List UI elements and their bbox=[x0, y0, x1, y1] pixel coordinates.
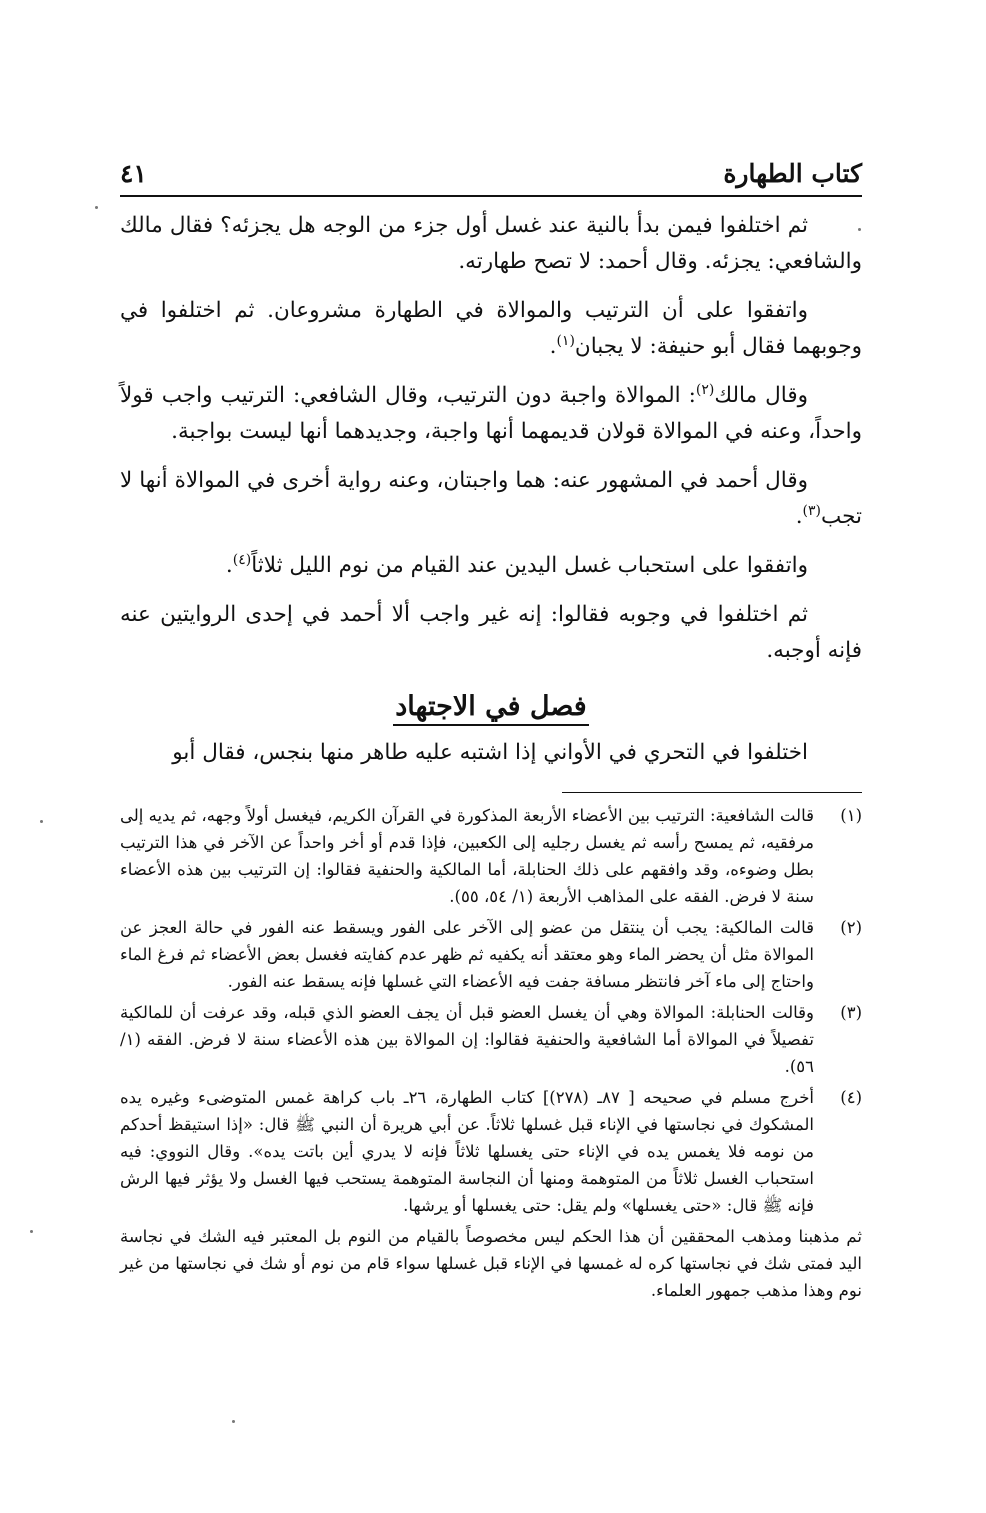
paragraph-text: واتفقوا على أن الترتيب والموالاة في الطهارة مشروعان. ثم اختلفوا في وجوبهما فقال أبو حنيفة: لا يجبان bbox=[120, 298, 862, 359]
scan-speck bbox=[232, 1420, 235, 1423]
scan-speck bbox=[30, 1230, 33, 1233]
paragraph-text: وقال مالك bbox=[714, 383, 808, 408]
header-rule bbox=[120, 195, 862, 197]
footnote-text: أخرج مسلم في صحيحه [ ٨٧ـ (٢٧٨)] كتاب الطهارة، ٢٦ـ باب كراهة غمس المتوضىء وغيره يده المشكوك في نجاستها في الإناء قبل غسلها ثلاثاً. عن أبي هريرة أن النبي ﷺ قال: «إذا استيقظ أحدكم من نومه فلا يغمس يده في الإناء حتى يغسلها ثلاثاً فإنه لا يدري أين باتت يده». وقال النووي: فيه استحباب الغسل ثلاثاً من المتوهمة ومنها أن النجاسة المتوهمة يستحب فيها الغسل ولا يؤثر فيها الرش فإنه ﷺ قال: «حتى يغسلها» ولم يقل: حتى يغسلها أو يرشها. bbox=[120, 1088, 814, 1215]
footnote-ref-1[interactable]: (١) bbox=[556, 332, 575, 349]
footnote-text: قالت المالكية: يجب أن ينتقل من عضو إلى الآخر على الفور ويسقط عنه الفور في حالة العجز عن الموالاة مثل أن يحضر الماء وهو معتقد أنه يكفيه ثم ظهر عدم كفايته فغسل بعض الأعضاء ثم فرغ الماء واحتاج إلى ماء آخر فانتظر مسافة جفت فيه الأعضاء التي غسلها فإنه يسقط عنه الفور. bbox=[120, 918, 814, 991]
footnote-number: (٣) bbox=[840, 1003, 862, 1022]
footnote-2 bbox=[120, 914, 862, 995]
paragraph: وقال أحمد في المشهور عنه: هما واجبتان، وعنه رواية أخرى في الموالاة أنها لا تجب$^{(٣)}$. bbox=[120, 468, 862, 529]
scan-speck bbox=[858, 228, 861, 231]
paragraph-text: : الموالاة واجبة دون الترتيب، وقال الشافعي: الترتيب واجب قولاً واحداً، وعنه في الموالاة قولان قديمهما أنها واجبة، وجديدهما أنها ليست بواجبة. bbox=[120, 383, 862, 444]
paragraph: واتفقوا على استحباب غسل اليدين عند القيام من نوم الليل ثلاثاً$^{(٤)}$. bbox=[225, 551, 808, 578]
page-header bbox=[120, 158, 862, 198]
paragraph bbox=[120, 378, 862, 450]
scan-speck bbox=[40, 820, 43, 823]
footnotes bbox=[120, 802, 862, 1304]
footnote-number: (٢) bbox=[840, 918, 862, 937]
scan-speck bbox=[95, 206, 98, 209]
footnote-continuation: ثم مذهبنا ومذهب المحققين أن هذا الحكم ليس مخصوصاً بالقيام من النوم بل المعتبر فيه الشك في نجاسة اليد فمتى شك في نجاستها كره له غمسها في الإناء قبل غسلها سواء قام من نوم أو شك في نجاستها من غير نوم وهذا مذهب جمهور العلماء. bbox=[120, 1227, 862, 1300]
footnote-ref-3[interactable]: (٣) bbox=[802, 502, 822, 519]
footnote-number: (١) bbox=[840, 806, 862, 825]
footnote-separator bbox=[562, 792, 862, 793]
footnote-4 bbox=[120, 1084, 862, 1219]
paragraph: واتفقوا على أن الترتيب والموالاة في الطهارة مشروعان. ثم اختلفوا في وجوبهما فقال أبو حنيفة: لا يجبان$^{(١)}$. bbox=[120, 298, 862, 359]
section-heading-text: فصل في الاجتهاد bbox=[393, 691, 588, 726]
page-number: ٤١ bbox=[120, 159, 147, 188]
footnote-ref-2[interactable]: (٢) bbox=[695, 381, 715, 398]
main-text bbox=[120, 208, 862, 784]
footnote-3 bbox=[120, 999, 862, 1080]
paragraph-text: اختلفوا في التحري في الأواني إذا اشتبه عليه طاهر منها بنجس، فقال أبو bbox=[172, 740, 808, 765]
paragraph-text: ثم اختلفوا فيمن بدأ بالنية عند غسل أول جزء من الوجه هل يجزئه؟ فقال مالك والشافعي: يجزئه. وقال أحمد: لا تصح طهارته. bbox=[120, 213, 862, 274]
paragraph-text: وقال أحمد في المشهور عنه: هما واجبتان، وعنه رواية أخرى في الموالاة أنها لا تجب bbox=[120, 468, 862, 529]
footnote-text: وقالت الحنابلة: الموالاة وهي أن يغسل العضو قبل أن يجف العضو الذي قبله، وقد عرفت أن للمالكية تفصيلاً في الموالاة أما الشافعية والحنفية فقالوا: إن الموالاة بين هذه الأعضاء سنة لا فرض. الفقه (١/ ٥٦). bbox=[120, 1003, 814, 1076]
footnote-ref-4[interactable]: (٤) bbox=[232, 551, 252, 568]
section-heading bbox=[120, 687, 862, 727]
footnote-number: (٤) bbox=[840, 1088, 862, 1107]
running-title: كتاب الطهارة bbox=[723, 159, 862, 188]
paragraph bbox=[120, 597, 862, 669]
paragraph bbox=[120, 735, 862, 771]
paragraph bbox=[120, 208, 862, 280]
footnote-1 bbox=[120, 802, 862, 910]
paragraph-text: ثم اختلفوا في وجوبه فقالوا: إنه غير واجب ألا أحمد في إحدى الروايتين عنه فإنه أوجبه. bbox=[120, 602, 862, 663]
footnote-text: قالت الشافعية: الترتيب بين الأعضاء الأربعة المذكورة في القرآن الكريم، فيغسل أولاً وجهه، ثم يديه إلى مرفقيه، ثم يمسح رأسه ثم يغسل رجليه إلى الكعبين، فإذا قدم أو أخر واحداً عن الآخر في هذا الترتيب بطل وضوءه، وقد وافقهم على ذلك الحنابلة، أما المالكية والحنفية فقالوا: إن الترتيب بين هذه الأعضاء سنة لا فرض. الفقه على المذاهب الأربعة (١/ ٥٤، ٥٥). bbox=[120, 806, 814, 906]
paragraph-text: واتفقوا على استحباب غسل اليدين عند القيام من نوم الليل ثلاثاً bbox=[251, 553, 808, 578]
